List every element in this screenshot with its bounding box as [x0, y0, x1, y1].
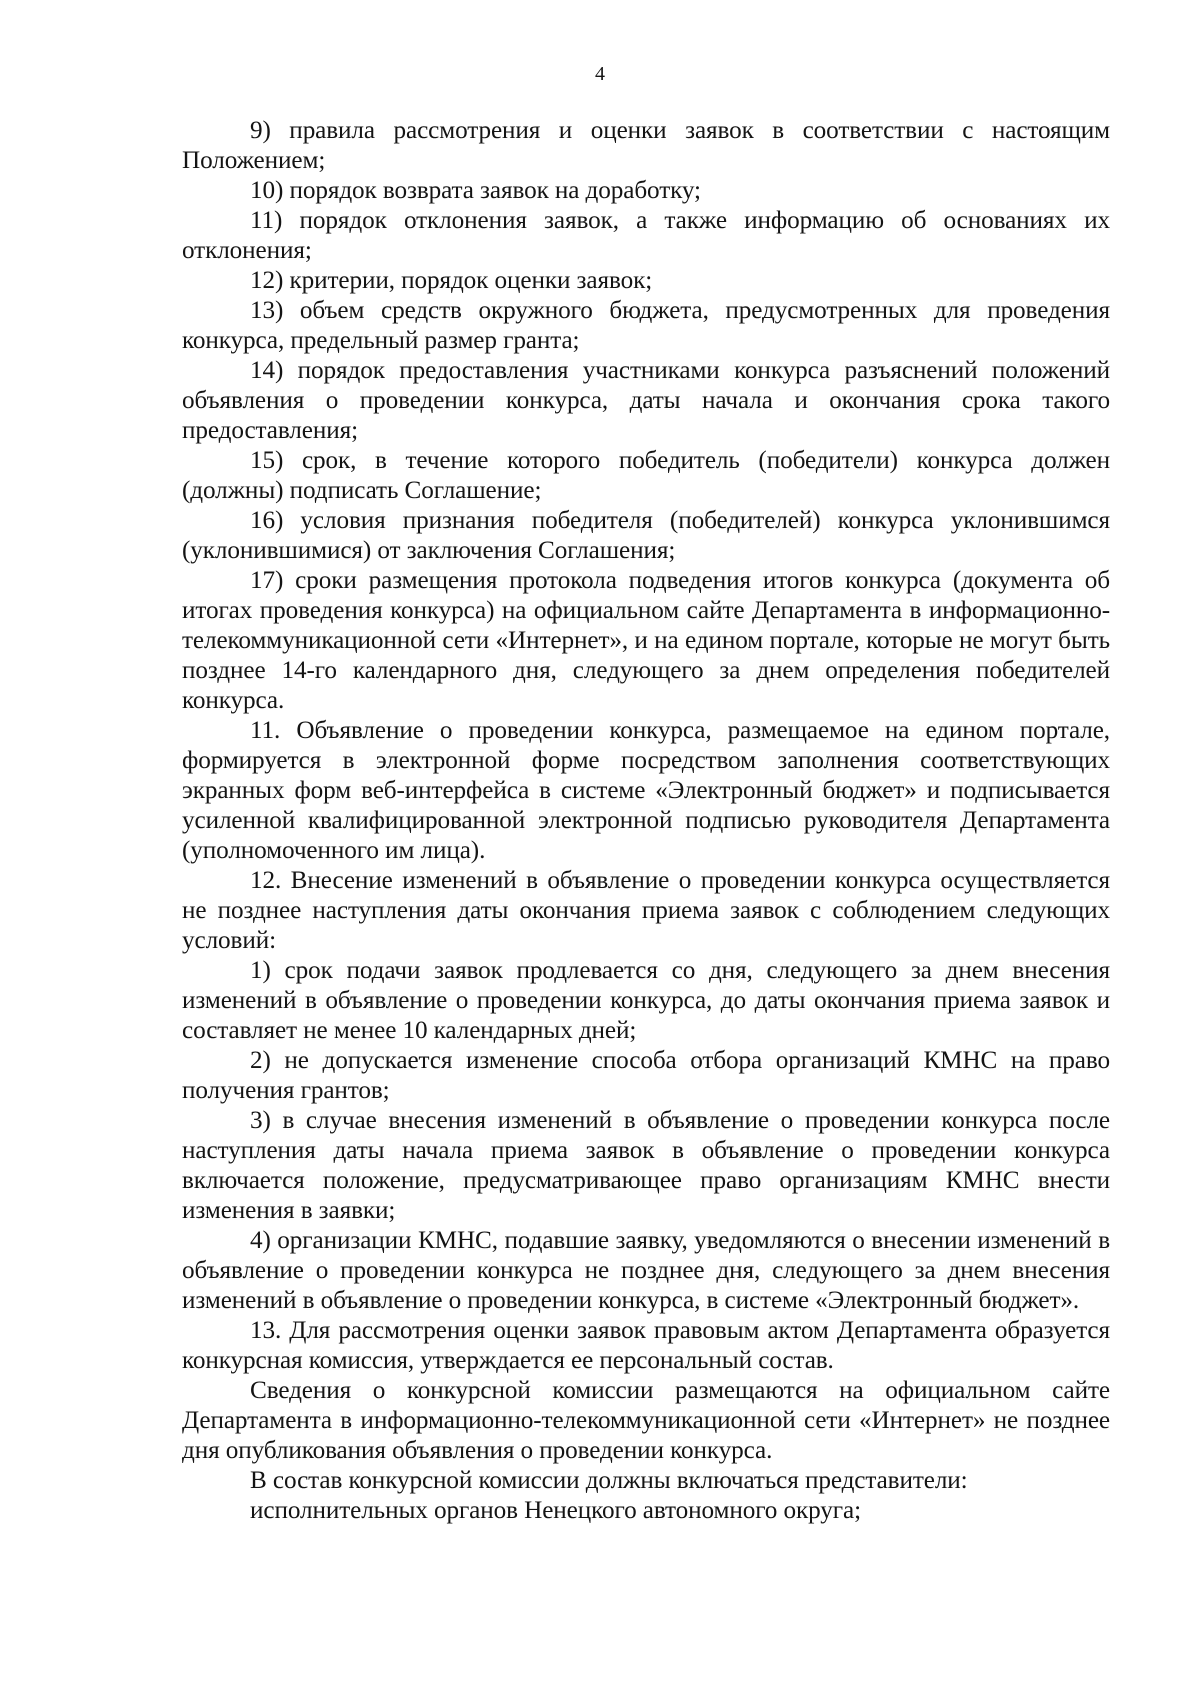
paragraph: 3) в случае внесения изменений в объявление о проведении конкурса после наступления даты начала приема заявок в объявление о проведении конкурса включается положение, предусматривающее право организациям КМНС внести изменения в заявки;: [182, 1107, 1110, 1224]
page-number: 4: [595, 63, 605, 85]
paragraph: В состав конкурсной комиссии должны включаться представители:: [250, 1467, 968, 1494]
paragraph: 1) срок подачи заявок продлевается со дня, следующего за днем внесения изменений в объявление о проведении конкурса, до даты окончания приема заявок и составляет не менее 10 календарных дней;: [182, 957, 1110, 1044]
paragraph: 10) порядок возврата заявок на доработку;: [250, 177, 701, 204]
paragraph: 12) критерии, порядок оценки заявок;: [250, 267, 653, 294]
paragraph: 13. Для рассмотрения оценки заявок правовым актом Департамента образуется конкурсная комиссия, утверждается ее персональный состав.: [182, 1317, 1110, 1374]
paragraph: 11. Объявление о проведении конкурса, размещаемое на едином портале, формируется в электронной форме посредством заполнения соответствующих экранных форм веб-интерфейса в системе «Электронный бюджет» и подписывается усиленной квалифицированной электронной подписью руководителя Департамента (уполномоченного им лица).: [182, 717, 1110, 864]
document-body: [182, 116, 1110, 1526]
paragraph: 12. Внесение изменений в объявление о проведении конкурса осуществляется не позднее наступления даты окончания приема заявок с соблюдением следующих условий:: [182, 867, 1110, 954]
paragraph: 11) порядок отклонения заявок, а также информацию об основаниях их отклонения;: [182, 207, 1110, 264]
paragraph: 15) срок, в течение которого победитель (победители) конкурса должен (должны) подписать Соглашение;: [182, 447, 1110, 504]
paragraph: 2) не допускается изменение способа отбора организаций КМНС на право получения грантов;: [182, 1047, 1110, 1104]
paragraph: 14) порядок предоставления участниками конкурса разъяснений положений объявления о проведении конкурса, даты начала и окончания срока такого предоставления;: [182, 357, 1110, 444]
paragraph: 16) условия признания победителя (победителей) конкурса уклонившимся (уклонившимися) от заключения Соглашения;: [182, 507, 1110, 564]
paragraph: Сведения о конкурсной комиссии размещаются на официальном сайте Департамента в информационно-телекоммуникационной сети «Интернет» не позднее дня опубликования объявления о проведении конкурса.: [182, 1377, 1110, 1464]
paragraph: 17) сроки размещения протокола подведения итогов конкурса (документа об итогах проведения конкурса) на официальном сайте Департамента в информационно-телекоммуникационной сети «Интернет», и на едином портале, которые не могут быть позднее 14-го календарного дня, следующего за днем определения победителей конкурса.: [182, 567, 1110, 714]
paragraph: 4) организации КМНС, подавшие заявку, уведомляются о внесении изменений в объявление о проведении конкурса не позднее дня, следующего за днем внесения изменений в объявление о проведении конкурса, в системе «Электронный бюджет».: [182, 1227, 1110, 1314]
paragraph: исполнительных органов Ненецкого автономного округа;: [250, 1497, 861, 1524]
paragraph: 9) правила рассмотрения и оценки заявок в соответствии с настоящим Положением;: [182, 117, 1110, 174]
paragraph: 13) объем средств окружного бюджета, предусмотренных для проведения конкурса, предельный размер гранта;: [182, 297, 1110, 354]
